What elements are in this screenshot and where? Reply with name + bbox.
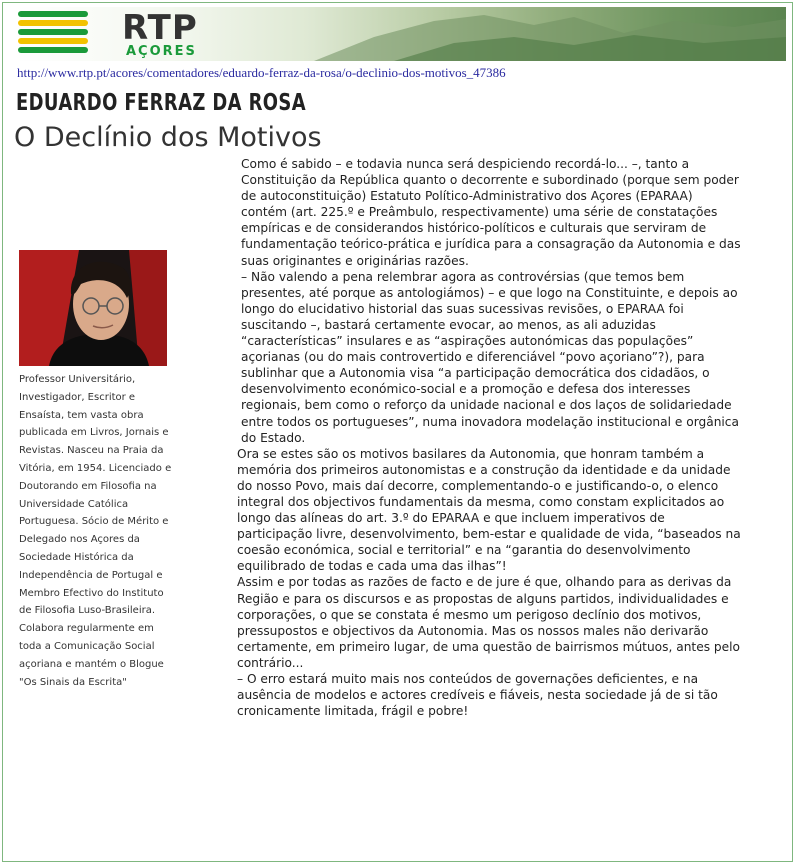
paragraph: – Não valendo a pena relembrar agora as controvérsias (que temos bem presentes, até porque as antologiámos) – e que logo na Constituinte, e depois ao longo do elucidativo historial das suas sucessivas revisões, o EPARAA foi suscitando –, bastará certamente evocar, ao menos, as ali aduzidas “características” insulares e as “aspirações autonómicas das populações” açorianas (ou do mais controvertido e diferenciável “povo açoriano”?), para sublinhar que a Autonomia visa “a participação democrática dos cidadãos, o desenvolvimento económico-social e a promoção e defesa dos interesses regionais, bem como o reforço da unidade nacional e dos laços de solidariedade entre todos os portugueses”, numa inovadora modelação institucional e orgânica do Estado.	[241, 269, 739, 445]
rtp-logo-mark	[18, 11, 88, 55]
rtp-logo-text: RTP	[122, 8, 198, 48]
author-name: EDUARDO FERRAZ DA ROSA	[16, 90, 307, 116]
paragraph: Ora se estes são os motivos basilares da Autonomia, que honram também a memória dos primeiros autonomistas e a construção da identidade e da unidade do nosso Povo, mais daí decorre, complementando-o e justificando-o, o elenco integral dos objectivos fundamentais da mesma, como constam explicitados ao longo das alíneas do art. 3.º do EPARAA e que incluem imperativos de participação livre, desenvolvimento, bem-estar e qualidade de vida, “baseados na coesão económica, social e territorial” e na “garantia do desenvolvimento equilibrado de todas e cada uma das ilhas”!	[237, 446, 741, 574]
article-title: O Declínio dos Motivos	[14, 122, 322, 153]
author-bio: Professor Universitário, Investigador, Escritor e Ensaísta, tem vasta obra publicada em Livros, Jornais e Revistas. Nasceu na Praia da Vitória, em 1954. Licenciado e Doutorando em Filosofia na Universidade Católica Portuguesa. Sócio de Mérito e Delegado nos Açores da Sociedade Histórica da Independência de Portugal e Membro Efectivo do Instituto de Filosofia Luso-Brasileira. Colabora regularmente em toda a Comunicação Social açoriana e mantém o Blogue "Os Sinais da Escrita"	[19, 374, 172, 688]
article-url[interactable]: http://www.rtp.pt/acores/comentadores/eduardo-ferraz-da-rosa/o-declinio-dos-motivos_47386	[17, 65, 506, 80]
author-photo	[19, 250, 167, 366]
paragraph: Assim e por todas as razões de facto e de jure é que, olhando para as derivas da Região e para os discursos e as propostas de alguns partidos, individualidades e corporações, o que se constata é mesmo um perigoso declínio dos motivos, pressupostos e objectivos da Autonomia. Mas os nossos males não derivarão certamente, em primeiro lugar, de uma questão de bairrismos mútuos, antes pelo contrário...	[237, 575, 741, 670]
rtp-logo-subtitle: AÇORES	[126, 44, 197, 59]
rtp-acores-banner[interactable]	[14, 7, 786, 61]
article-body	[237, 156, 741, 719]
paragraph: Como é sabido – e todavia nunca será despiciendo recordá-lo... –, tanto a Constituição da República quanto o decorrente e subordinado (porque sem poder de autoconstituição) Estatuto Político-Administrativo dos Açores (EPARAA) contém (art. 225.º e Preâmbulo, respectivamente) uma série de constatações empíricas e de considerandos histórico-políticos e culturais que serviram de fundamentação teórico-prática e jurídica para a consagração da Autonomia e das suas originantes e originárias razões.	[241, 157, 741, 268]
paragraph: – O erro estará muito mais nos conteúdos de governações deficientes, e na ausência de modelos e actores credíveis e fiáveis, nesta sociedade já de si tão cronicamente limitada, frágil e pobre!	[237, 672, 718, 719]
